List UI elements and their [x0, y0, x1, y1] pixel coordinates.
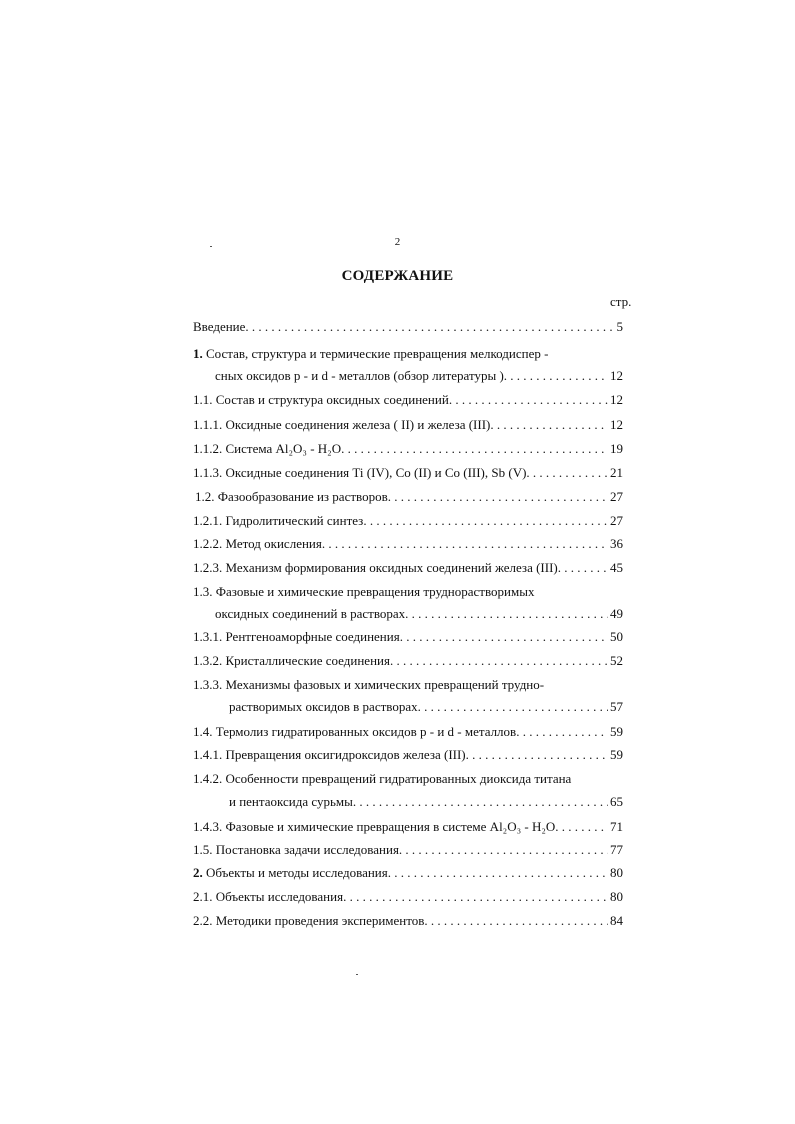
toc-title: Система Al₂O₃ - H₂O: [225, 441, 342, 456]
toc-entry: [193, 628, 623, 646]
toc-title: Постановка задачи исследования: [215, 842, 399, 857]
toc-page-number: 80: [610, 889, 623, 904]
toc-title: Особенности превращений гидратированных диоксида титана: [225, 771, 572, 786]
toc-number: 1.2.3.: [193, 560, 223, 575]
toc-page-number: 59: [610, 724, 623, 739]
toc-title: растворимых оксидов в растворах: [229, 699, 418, 714]
toc-page-number: 65: [610, 794, 623, 809]
scan-speck: [356, 974, 358, 975]
dot-leader: [405, 605, 608, 623]
dot-leader: [449, 391, 608, 409]
toc-number: 1.2.2.: [193, 536, 223, 551]
toc-entry: [193, 652, 623, 670]
dot-leader: [400, 628, 608, 646]
toc-entry: [215, 367, 623, 385]
toc-number: 1.4.1.: [193, 747, 223, 762]
toc-number: 1.: [193, 346, 203, 361]
toc-number: 1.1.2.: [193, 441, 223, 456]
toc-number: 1.4.: [193, 724, 213, 739]
toc-page-number: 5: [616, 319, 623, 334]
dot-leader: [418, 698, 608, 716]
toc-page-number: 52: [610, 653, 623, 668]
toc-title: Объекты и методы исследования: [206, 865, 388, 880]
page-column-label: стр.: [610, 294, 632, 309]
toc-title: Объекты исследования: [215, 889, 344, 904]
toc-entry: [215, 605, 623, 623]
toc-title: Фазовые и химические превращения в системе Al₂O₃ - H₂O: [225, 819, 556, 834]
toc-number: 1.5.: [193, 842, 213, 857]
page-title: СОДЕРЖАНИЕ: [341, 268, 454, 284]
dot-leader: [388, 488, 608, 506]
toc-page-number: 19: [610, 441, 623, 456]
toc-number: 2.1.: [193, 889, 213, 904]
toc-title: Метод окисления: [225, 536, 322, 551]
toc-title: Оксидные соединения Ti (IV), Co (II) и Co (III), Sb (V): [225, 465, 527, 480]
dot-leader: [490, 416, 608, 434]
dot-leader: [343, 888, 608, 906]
toc-number: 1.3.3.: [193, 677, 223, 692]
toc-title: Состав и структура оксидных соединений: [215, 392, 449, 407]
toc-number: 1.1.3.: [193, 465, 223, 480]
toc-page-number: 12: [610, 417, 623, 432]
toc-title: Кристаллические соединения: [225, 653, 390, 668]
toc-entry: [193, 888, 623, 906]
toc-number: 1.4.2.: [193, 771, 223, 786]
toc-page-number: 59: [610, 747, 623, 762]
dot-leader: [388, 864, 608, 882]
toc-entry: [193, 583, 534, 601]
dot-leader: [526, 464, 608, 482]
toc-page-number: 12: [610, 368, 623, 383]
toc-number: 1.2.1.: [193, 513, 223, 528]
toc-page-number: 12: [610, 392, 623, 407]
toc-entry: [193, 770, 571, 788]
dot-leader: [353, 793, 608, 811]
dot-leader: [363, 512, 608, 530]
toc-page-number: 36: [610, 536, 623, 551]
toc-number: 1.3.1.: [193, 629, 223, 644]
toc-entry: [193, 512, 623, 530]
toc-title: Методики проведения экспериментов: [215, 913, 425, 928]
toc-title: и пентаоксида сурьмы: [229, 794, 353, 809]
toc-entry: [193, 318, 623, 336]
toc-number: 1.3.2.: [193, 653, 223, 668]
toc-page-number: 21: [610, 465, 623, 480]
dot-leader: [390, 652, 608, 670]
toc-entry: [193, 559, 623, 577]
toc-number: 2.: [193, 865, 203, 880]
toc-title: сных оксидов р - и d - металлов (обзор литературы ): [215, 368, 504, 383]
toc-number: 1.4.3.: [193, 819, 223, 834]
toc-page-number: 71: [610, 819, 623, 834]
toc-entry: [193, 818, 623, 836]
toc-entry: [193, 912, 623, 930]
toc-title: Превращения оксигидроксидов железа (III): [225, 747, 466, 762]
toc-page-number: 84: [610, 913, 623, 928]
toc-title: Состав, структура и термические превращения мелкодиспер -: [206, 346, 549, 361]
dot-leader: [516, 723, 608, 741]
dot-leader: [555, 818, 608, 836]
toc-title: Фазовые и химические превращения труднорастворимых: [215, 584, 535, 599]
toc-page-number: 27: [610, 513, 623, 528]
toc-entry: [193, 535, 623, 553]
toc-entry: [193, 746, 623, 764]
toc-entry: [193, 864, 623, 882]
dot-leader: [245, 318, 614, 336]
dot-leader: [504, 367, 608, 385]
toc-page-number: 45: [610, 560, 623, 575]
toc-entry: [193, 723, 623, 741]
toc-entry: [229, 793, 623, 811]
toc-page-number: 50: [610, 629, 623, 644]
toc-number: 1.1.1.: [193, 417, 223, 432]
dot-leader: [558, 559, 608, 577]
toc-page-number: 49: [610, 606, 623, 621]
toc-title: Рентгеноаморфные соединения: [225, 629, 400, 644]
toc-number: 1.3.: [193, 584, 213, 599]
toc-number: 2.2.: [193, 913, 213, 928]
toc-number: 1.1.: [193, 392, 213, 407]
toc-entry: [193, 440, 623, 458]
toc-title: Термолиз гидратированных оксидов р - и d - металлов: [215, 724, 517, 739]
toc-title: Фазообразование из растворов: [217, 489, 388, 504]
toc-entry: [229, 698, 623, 716]
toc-entry: [193, 345, 548, 363]
page-number: 2: [394, 236, 401, 248]
toc-entry: [193, 676, 544, 694]
toc-number: 1.2.: [195, 489, 215, 504]
toc-entry: [193, 464, 623, 482]
dot-leader: [341, 440, 608, 458]
dot-leader: [322, 535, 608, 553]
toc-entry: [195, 488, 623, 506]
toc-title: Механизм формирования оксидных соединений железа (III): [225, 560, 558, 575]
toc-title: Введение: [193, 319, 246, 334]
toc-page-number: 27: [610, 489, 623, 504]
toc-entry: [193, 416, 623, 434]
toc-title: оксидных соединений в растворах: [215, 606, 406, 621]
toc-title: Оксидные соединения железа ( II) и железа (III): [225, 417, 491, 432]
dot-leader: [466, 746, 608, 764]
dot-leader: [399, 841, 608, 859]
toc-title: Гидролитический синтез: [225, 513, 364, 528]
toc-page-number: 57: [610, 699, 623, 714]
toc-entry: [193, 841, 623, 859]
toc-page-number: 80: [610, 865, 623, 880]
toc-entry: [193, 391, 623, 409]
dot-leader: [424, 912, 608, 930]
toc-page-number: 77: [610, 842, 623, 857]
toc-title: Механизмы фазовых и химических превращений трудно-: [225, 677, 545, 692]
